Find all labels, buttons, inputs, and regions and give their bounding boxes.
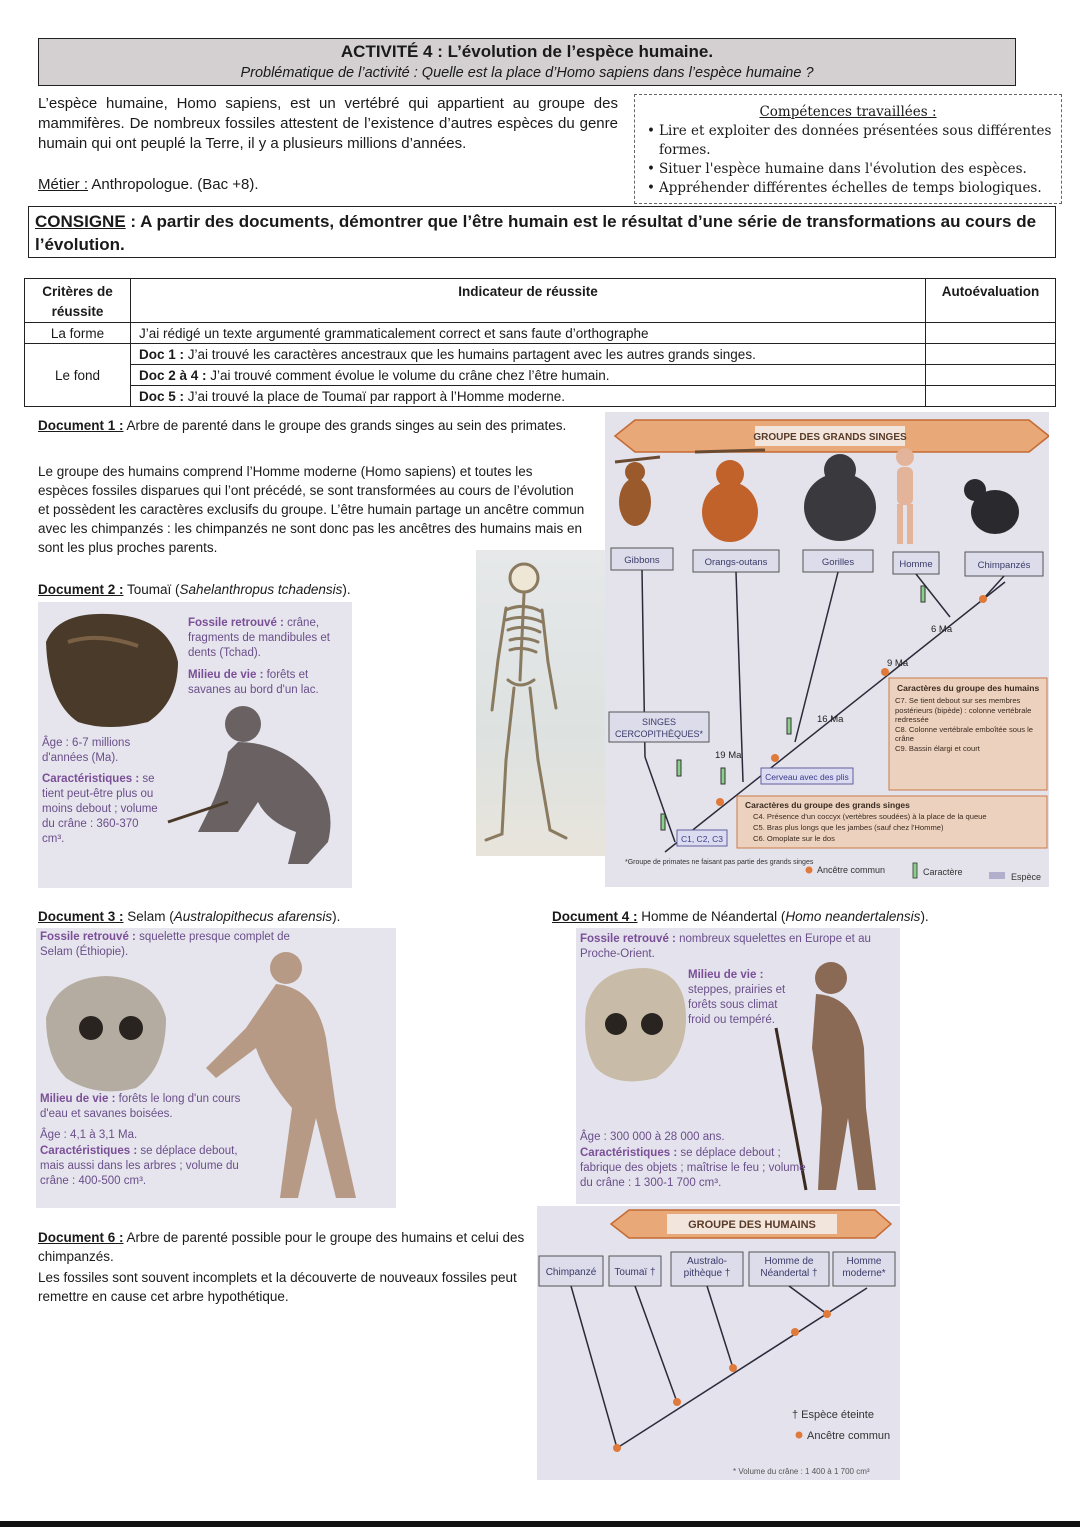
doc4-fossile — [580, 932, 880, 962]
autoevaluation-cell[interactable] — [926, 344, 1056, 365]
criteria-fond-row — [131, 344, 926, 365]
gibbon-illustration — [615, 457, 660, 526]
tree-age-9ma: 9 Ma — [887, 658, 909, 669]
tree-c123: C1, C2, C3 — [680, 834, 724, 844]
chimpanzee-illustration — [964, 479, 1019, 534]
fond-doc-text: J’ai trouvé les caractères ancestraux que les humains partagent avec les autres grands singes. — [184, 346, 756, 362]
human-illustration — [896, 448, 914, 544]
doc3-fossile — [40, 930, 310, 960]
doc3-carac-label: Caractéristiques : — [40, 1145, 138, 1157]
doc2-milieu-value: forêts et savanes au bord d'un lac. — [188, 669, 319, 696]
doc6-species-neandertal: Homme de Néandertal † — [760, 1256, 818, 1279]
doc3-fossile-label: Fossile retrouvé : — [40, 931, 136, 943]
tree-singes: SINGES — [641, 717, 677, 727]
doc6-tree-image — [537, 1206, 900, 1480]
doc6-species-australopitheque: Australo-pithèque † — [683, 1256, 731, 1279]
activity-problematique: Problématique de l’activité : Quelle est la place d’Homo sapiens dans l’espèce humaine ? — [240, 65, 814, 81]
doc3-milieu — [40, 1092, 256, 1122]
tree-age-19ma: 19 Ma — [715, 750, 742, 761]
autoevaluation-cell[interactable] — [926, 365, 1056, 386]
doc2-milieu — [188, 668, 352, 698]
doc2-title — [38, 582, 351, 597]
autoevaluation-cell[interactable] — [926, 323, 1056, 344]
competences-box — [634, 94, 1062, 204]
doc6-title — [38, 1228, 528, 1266]
competence-item: • Lire et exploiter des données présentées sous différentes formes. — [647, 122, 1061, 160]
grands-singes-title: Caractères du groupe des grands singes — [745, 800, 910, 810]
doc2-label: Document 2 : — [38, 582, 124, 597]
tree-species-orangs: Orangs-outans — [704, 557, 768, 568]
criteria-header: Critères de réussite — [25, 279, 131, 323]
doc2-milieu-label: Milieu de vie : — [188, 669, 264, 681]
doc1-title — [38, 416, 586, 435]
doc6-species-chimpanze: Chimpanzé — [545, 1267, 597, 1278]
doc4-fossile-label: Fossile retrouvé : — [580, 933, 676, 945]
doc3-species: Australopithecus afarensis — [173, 909, 333, 924]
tree-species-gibbons: Gibbons — [624, 555, 660, 566]
doc3-label: Document 3 : — [38, 909, 124, 924]
doc3-title — [38, 909, 340, 924]
doc4-milieu-value: steppes, prairies et forêts sous climat froid ou tempéré. — [688, 984, 786, 1026]
competence-item: • Situer l'espèce humaine dans l'évolution des espèces. — [647, 160, 1061, 179]
tree-age-6ma: 6 Ma — [931, 624, 953, 635]
neandertal-skull-illustration — [585, 968, 686, 1081]
criteria-fond-label: Le fond — [25, 344, 131, 407]
page-bottom-border — [0, 1521, 1080, 1527]
competence-item: • Appréhender différentes échelles de temps biologiques. — [647, 179, 1061, 198]
doc3-title-text: Selam ( — [123, 909, 174, 924]
metier-line — [38, 176, 259, 193]
doc2-fossile-value: crâne, fragments de mandibules et dents (Tchad). — [188, 617, 330, 659]
consigne-box — [28, 206, 1056, 258]
doc6-legend-ancestor: Ancêtre commun — [807, 1430, 891, 1442]
fond-doc-ref: Doc 1 : — [139, 346, 185, 362]
doc6-legend-extinct: † Espèce éteinte — [792, 1409, 874, 1421]
tree-cerveau: Cerveau avec des plis — [765, 772, 849, 782]
doc4-title — [552, 909, 929, 924]
doc1-tree-image — [605, 412, 1049, 887]
activity-title: ACTIVITÉ 4 : L’évolution de l’espèce humaine. — [340, 42, 714, 61]
doc4-title-text: Homme de Néandertal ( — [637, 909, 786, 924]
criteria-header: Autoévaluation — [926, 279, 1056, 323]
legend-ancestor: Ancêtre commun — [817, 865, 886, 875]
orangutan-illustration — [695, 450, 765, 542]
competences-title: Compétences travaillées : — [759, 104, 937, 120]
doc6-banner: GROUPE DES HUMAINS — [688, 1219, 816, 1231]
humains-item: C9. Bassin élargi et court — [895, 743, 980, 753]
criteria-fond-row — [131, 386, 926, 407]
toumai-skull-illustration — [46, 614, 178, 727]
doc1-text: Le groupe des humains comprend l’Homme moderne (Homo sapiens) et toutes les espèces fossiles disparues qui l’ont précédé, se sont transformées au cours de l’évolution et possèdent les caractères exclusifs du groupe. L’être humain partage un ancêtre commun avec les chimpanzés : les chimpanzés ne sont donc pas les ancêtres des humains mais en sont les plus proches parents. — [38, 464, 585, 555]
autoevaluation-cell[interactable] — [926, 386, 1056, 407]
doc4-carac-label: Caractéristiques : — [580, 1147, 678, 1159]
intro-paragraph: L’espèce humaine, Homo sapiens, est un vertébré qui appartient au groupe des mammifères. De nombreux fossiles attestent de l’existence d’autres espèces du genre humain qui ont peuplé la Terre, il y a plusieurs millions d’années. — [38, 95, 618, 152]
skeleton-image — [476, 550, 606, 856]
doc3-title-end: ). — [332, 909, 341, 924]
doc6-title-text: Arbre de parenté possible pour le groupe des humains et celui des chimpanzés. — [38, 1230, 525, 1264]
doc3-carac-value: se déplace debout, mais aussi dans les arbres ; volume du crâne : 400-500 cm³. — [40, 1145, 239, 1187]
tree-cercopitheques: CERCOPITHÈQUES* — [614, 729, 704, 739]
tree-species-chimpanzes: Chimpanzés — [977, 560, 1031, 571]
doc2-fossile — [188, 616, 352, 661]
doc2-carac-value: se tient peut-être plus ou moins debout ; volume du crâne : 360-370 cm³. — [42, 773, 158, 845]
humains-item: C8. Colonne vertébrale emboîtée sous le crâne — [895, 724, 1034, 743]
doc3-image — [36, 928, 396, 1208]
doc3-milieu-label: Milieu de vie : — [40, 1093, 116, 1105]
doc2-title-text: Toumaï ( — [123, 582, 180, 597]
fond-doc-ref: Doc 2 à 4 : — [139, 367, 207, 383]
doc2-carac — [42, 772, 160, 847]
tree-species-gorilles: Gorilles — [821, 557, 855, 568]
doc2-carac-label: Caractéristiques : — [42, 773, 140, 785]
metier-label: Métier : — [38, 176, 89, 193]
tree-footnote: *Groupe de primates ne faisant pas partie des grands singes — [625, 859, 814, 866]
grands-singes-item: C5. Bras plus longs que les jambes (sauf chez l'Homme) — [753, 823, 944, 832]
doc3-carac — [40, 1144, 256, 1189]
neandertal-body-illustration — [812, 962, 876, 1190]
fond-doc-text: J’ai trouvé la place de Toumaï par rapport à l’Homme moderne. — [184, 388, 565, 404]
doc6-text: Les fossiles sont souvent incomplets et la découverte de nouveaux fossiles peut remettre en cause cet arbre hypothétique. — [38, 1270, 517, 1304]
doc3-age: Âge : 4,1 à 3,1 Ma. — [40, 1129, 138, 1141]
doc6-species-toumai: Toumaï † — [614, 1267, 656, 1278]
legend-caractere: Caractère — [923, 867, 963, 877]
selam-skull-illustration — [46, 976, 166, 1091]
doc4-carac-value: se déplace debout ; fabrique des objets ; maîtrise le feu ; volume du crâne : 1 300-1 700 cm³. — [580, 1147, 806, 1189]
doc4-species: Homo neandertalensis — [785, 909, 921, 924]
gorilla-illustration — [804, 454, 876, 541]
doc2-species: Sahelanthropus tchadensis — [179, 582, 343, 597]
doc2-image — [38, 602, 352, 888]
doc4-milieu-label: Milieu de vie : — [688, 969, 764, 981]
doc2-title-end: ). — [342, 582, 351, 597]
tree-age-16ma: 16 Ma — [817, 714, 844, 725]
humains-title: Caractères du groupe des humains — [897, 683, 1040, 693]
consigne-label: CONSIGNE — [35, 212, 126, 231]
doc1-title-text: Arbre de parenté dans le groupe des grands singes au sein des primates. — [123, 418, 567, 433]
criteria-fond-row — [131, 365, 926, 386]
doc4-carac — [580, 1146, 810, 1191]
legend-espece: Espèce — [1011, 872, 1042, 882]
criteria-forme-text: J’ai rédigé un texte argumenté grammaticalement correct et sans faute d’orthographe — [131, 323, 926, 344]
tree-banner: GROUPE DES GRANDS SINGES — [753, 432, 907, 443]
doc6-species-moderne: Homme moderne* — [842, 1256, 886, 1279]
doc4-age: Âge : 300 000 à 28 000 ans. — [580, 1131, 725, 1143]
toumai-body-illustration — [198, 706, 331, 864]
doc6-footnote: * Volume du crâne : 1 400 à 1 700 cm³ — [733, 1467, 870, 1476]
doc3-fossile-value: squelette presque complet de Selam (Éthiopie). — [40, 931, 290, 958]
consigne-text: : A partir des documents, démontrer que l’être humain est le résultat d’une série de transformations au cours de l’évolution. — [35, 212, 1037, 254]
grands-singes-item: C4. Présence d'un coccyx (vertèbres soudées) à la place de la queue — [753, 812, 987, 821]
doc4-image — [576, 928, 900, 1204]
activity-header — [38, 38, 1016, 86]
fond-doc-ref: Doc 5 : — [139, 388, 185, 404]
metier-value: Anthropologue. (Bac +8). — [88, 176, 259, 193]
fond-doc-text: J’ai trouvé comment évolue le volume du crâne chez l’être humain. — [206, 367, 610, 383]
doc2-fossile-label: Fossile retrouvé : — [188, 617, 284, 629]
criteria-header: Indicateur de réussite — [131, 279, 926, 323]
doc4-milieu — [688, 968, 798, 1028]
doc2-age: Âge : 6-7 millions d'années (Ma). — [42, 737, 131, 764]
doc4-title-end: ). — [920, 909, 929, 924]
criteria-forme-label: La forme — [25, 323, 131, 344]
doc1-label: Document 1 : — [38, 418, 124, 433]
doc4-label: Document 4 : — [552, 909, 638, 924]
humains-item: C7. Se tient debout sur ses membres postérieurs (bipède) : colonne vertébrale redressée — [895, 696, 1032, 724]
doc4-fossile-value: nombreux squelettes en Europe et au Proche-Orient. — [580, 933, 871, 960]
doc6-label: Document 6 : — [38, 1230, 124, 1245]
grands-singes-item: C6. Omoplate sur le dos — [753, 834, 835, 843]
doc3-milieu-value: forêts le long d'un cours d'eau et savanes boisées. — [40, 1093, 241, 1120]
tree-species-homme: Homme — [899, 559, 933, 570]
criteria-table — [24, 278, 1056, 407]
